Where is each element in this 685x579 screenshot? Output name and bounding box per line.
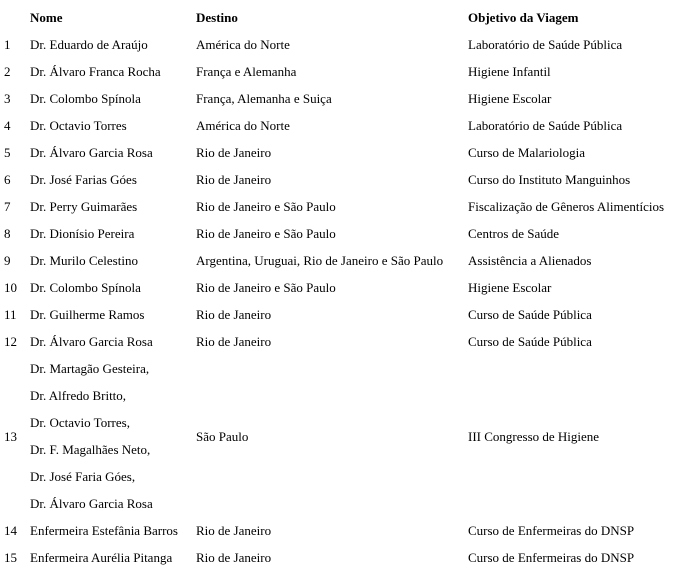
row-name: Dr. Colombo Spínola	[30, 91, 141, 106]
row-num: 10	[4, 280, 17, 295]
row-destination: Rio de Janeiro	[196, 172, 272, 187]
row-name: Dr. Alfredo Britto,	[30, 388, 127, 403]
table-row	[0, 517, 685, 544]
travel-table	[0, 4, 685, 571]
row-name: Dr. Octavio Torres,	[30, 415, 130, 430]
row-purpose: Curso de Saúde Pública	[468, 334, 592, 349]
row-name: Dr. Octavio Torres	[30, 118, 127, 133]
table-row	[0, 139, 685, 166]
row-name: Dr. Martagão Gesteira,	[30, 361, 150, 376]
row-destination: América do Norte	[196, 37, 290, 52]
row-name: Dr. Álvaro Garcia Rosa	[30, 145, 153, 160]
row-num: 5	[4, 145, 11, 160]
row-name: Dr. Colombo Spínola	[30, 280, 141, 295]
row-num: 14	[4, 523, 17, 538]
row-destination: Rio de Janeiro	[196, 307, 272, 322]
row-destination: Rio de Janeiro	[196, 334, 272, 349]
row-num: 8	[4, 226, 11, 241]
row-name: Dr. Murilo Celestino	[30, 253, 138, 268]
row-purpose: Assistência a Alienados	[468, 253, 592, 268]
row-destination: Rio de Janeiro e São Paulo	[196, 226, 336, 241]
row-name: Dr. Dionísio Pereira	[30, 226, 135, 241]
row-destination: França e Alemanha	[196, 64, 297, 79]
header-destination: Destino	[196, 10, 238, 25]
row-purpose: Higiene Escolar	[468, 91, 552, 106]
table-row	[0, 112, 685, 139]
table-row-group	[0, 355, 685, 517]
row-name: Dr. José Faria Góes,	[30, 469, 136, 484]
row-name: Dr. Eduardo de Araújo	[30, 37, 148, 52]
row-num: 1	[4, 37, 11, 52]
table-row	[0, 220, 685, 247]
table-row	[0, 166, 685, 193]
table-row	[0, 31, 685, 58]
row-purpose: Centros de Saúde	[468, 226, 559, 241]
row-num: 6	[4, 172, 11, 187]
row-names	[30, 355, 196, 517]
header-name: Nome	[30, 10, 63, 25]
row-name: Enfermeira Estefânia Barros	[30, 523, 178, 538]
row-purpose: Curso de Saúde Pública	[468, 307, 592, 322]
row-purpose: Fiscalização de Gêneros Alimentícios	[468, 199, 665, 214]
row-destination: Rio de Janeiro	[196, 550, 272, 565]
row-purpose: Curso do Instituto Manguinhos	[468, 172, 631, 187]
row-num: 2	[4, 64, 11, 79]
row-purpose: Curso de Enfermeiras do DNSP	[468, 550, 635, 565]
table-row	[0, 58, 685, 85]
row-purpose: Higiene Infantil	[468, 64, 551, 79]
row-name: Dr. Álvaro Garcia Rosa	[30, 334, 153, 349]
row-destination: Argentina, Uruguai, Rio de Janeiro e São Paulo	[196, 253, 444, 268]
row-purpose: Laboratório de Saúde Pública	[468, 37, 623, 52]
row-purpose: Laboratório de Saúde Pública	[468, 118, 623, 133]
row-name: Dr. Guilherme Ramos	[30, 307, 145, 322]
row-destination: Rio de Janeiro e São Paulo	[196, 280, 336, 295]
table-row	[0, 544, 685, 571]
row-destination: América do Norte	[196, 118, 290, 133]
row-destination: Rio de Janeiro e São Paulo	[196, 199, 336, 214]
table-row	[0, 85, 685, 112]
table-row	[0, 274, 685, 301]
row-purpose: Curso de Malariologia	[468, 145, 585, 160]
row-num: 9	[4, 253, 11, 268]
row-purpose: Higiene Escolar	[468, 280, 552, 295]
row-purpose: III Congresso de Higiene	[468, 428, 600, 444]
row-destination: França, Alemanha e Suiça	[196, 91, 332, 106]
row-destination: São Paulo	[196, 428, 249, 444]
row-name: Dr. Álvaro Franca Rocha	[30, 64, 161, 79]
row-num: 7	[4, 199, 11, 214]
row-num: 12	[4, 334, 17, 349]
row-destination: Rio de Janeiro	[196, 145, 272, 160]
row-name: Dr. José Farias Góes	[30, 172, 137, 187]
row-num: 15	[4, 550, 17, 565]
table-row	[0, 193, 685, 220]
row-destination: Rio de Janeiro	[196, 523, 272, 538]
row-num: 13	[4, 428, 17, 444]
row-name: Dr. F. Magalhães Neto,	[30, 442, 151, 457]
table-row	[0, 301, 685, 328]
header-purpose: Objetivo da Viagem	[468, 10, 579, 25]
table-header-row	[0, 4, 685, 31]
header-num	[0, 4, 30, 31]
row-name: Dr. Perry Guimarães	[30, 199, 138, 214]
row-num: 11	[4, 307, 17, 322]
table-row	[0, 247, 685, 274]
row-name: Dr. Álvaro Garcia Rosa	[30, 496, 153, 511]
row-num: 4	[4, 118, 11, 133]
row-num: 3	[4, 91, 11, 106]
table-row	[0, 328, 685, 355]
row-name: Enfermeira Aurélia Pitanga	[30, 550, 173, 565]
row-purpose: Curso de Enfermeiras do DNSP	[468, 523, 635, 538]
